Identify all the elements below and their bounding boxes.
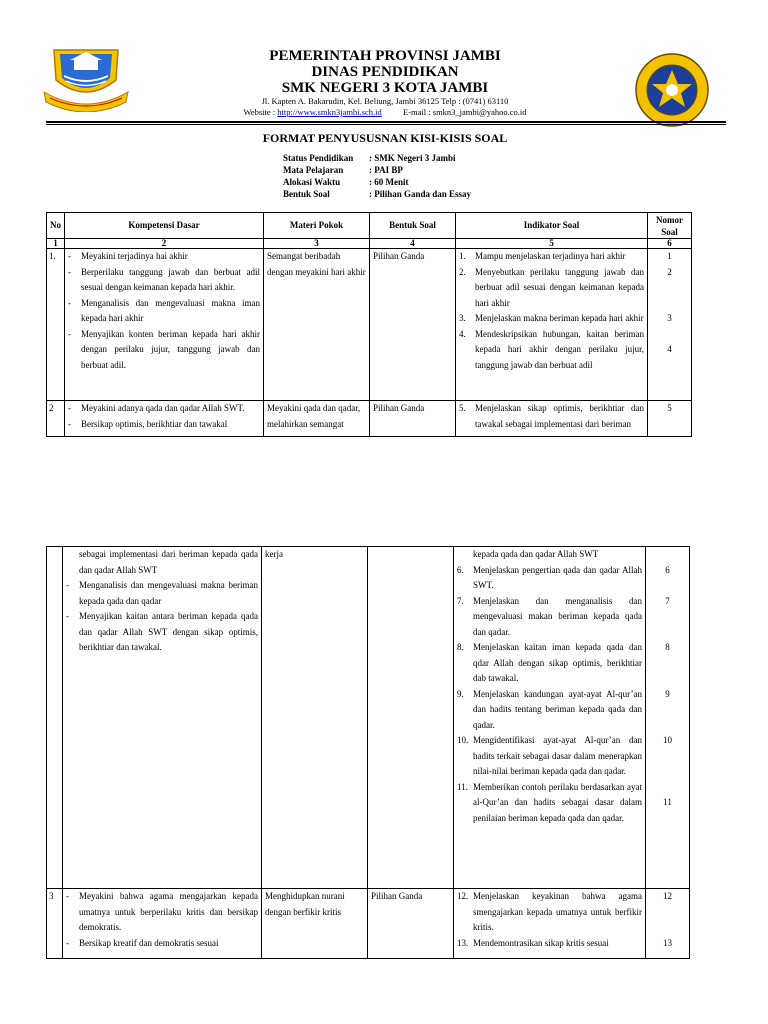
kompetensi-item: - Menyajikan konten beriman kepada hari akhir dengan perilaku jujur, tanggung jawab dan berbuat adil.: [68, 327, 260, 374]
table-row: [47, 401, 692, 437]
header-line-2: DINAS PENDIDIKAN: [311, 64, 459, 80]
indikator-number: 3.: [459, 313, 466, 323]
page-2: [0, 520, 768, 1024]
header-line-1: PEMERINTAH PROVINSI JAMBI: [269, 48, 501, 64]
kompetensi-text: Berperilaku tanggung jawab dan berbuat adil sesuai dengan keimanan kepada hari akhir.: [81, 266, 260, 292]
kompetensi-item: - Menganalisis dan mengevaluasi makna iman kepada hari akhir: [68, 296, 260, 327]
col-header-no: No: [47, 213, 65, 239]
nomor-soal: 8: [665, 642, 670, 652]
indikator-number: 2.: [459, 266, 466, 277]
kompetensi-text: Menganalisis dan mengevaluasi makna beriman kepada qada dan qadar: [79, 580, 258, 606]
indikator-item: [459, 327, 644, 374]
meta-label: Alokasi Waktu: [283, 177, 341, 187]
indikator-item: [459, 249, 644, 265]
materi-cell: Menghidupkan nurani dengan berfikir kritis: [262, 889, 368, 959]
nomor-soal: 13: [663, 937, 672, 948]
indikator-item: [459, 311, 644, 327]
meta-row: [283, 176, 471, 188]
page-gap: [0, 500, 768, 520]
row-number: 1.: [47, 249, 65, 401]
indikator-item: [457, 780, 642, 827]
indikator-item: [459, 401, 644, 432]
nomor-soal: 12: [663, 891, 672, 901]
kompetensi-text: Menganalisis dan mengevaluasi makna iman kepada hari akhir: [81, 297, 260, 323]
indikator-item: [457, 594, 642, 641]
indikator-text: Menjelaskan dan menganalisis dan mengevaluasi makan beriman kepada qada dan qadar.: [473, 595, 642, 637]
materi-cell: kerja: [262, 547, 368, 889]
col-header-nomor: Nomor Soal: [648, 213, 692, 239]
kompetensi-item: - Bersikap optimis, berikhtiar dan tawakal: [68, 417, 260, 433]
indikator-text: Menjelaskan kandungan ayat-ayat Al-qur’an dan hadits tentang beriman kepada qada dan qadar.: [473, 688, 642, 730]
kompetensi-text: Meyakini terjadinya hai akhir: [81, 251, 188, 261]
indikator-number: 7.: [457, 595, 464, 606]
indikator-number: 4.: [459, 328, 466, 339]
nomor-soal-cell: [648, 249, 692, 401]
meta-value: : 60 Menit: [369, 177, 409, 187]
nomor-soal: 2: [667, 266, 672, 277]
meta-row: [283, 152, 471, 164]
kompetensi-cell: [63, 547, 262, 889]
nomor-soal: 11: [663, 797, 672, 807]
indikator-number: 12.: [457, 891, 469, 901]
kompetensi-item: - Meyakini bahwa agama mengajarkan kepada umatnya untuk berperilaku kritis dan bersikap demokratis.: [66, 889, 258, 936]
bentuk-cell: Pilihan Ganda: [370, 401, 456, 437]
indikator-item: [457, 889, 642, 936]
kompetensi-item: - Menganalisis dan mengevaluasi makna beriman kepada qada dan qadar: [66, 578, 258, 609]
indikator-number: 9.: [457, 688, 464, 699]
indikator-number: 6.: [457, 564, 464, 575]
indikator-text: Menjelaskan makna beriman kepada hari akhir: [475, 313, 644, 323]
nomor-soal: 10: [663, 735, 672, 745]
kompetensi-item: - Meyakini terjadinya hai akhir: [68, 249, 260, 265]
col-number: 6: [648, 239, 692, 249]
school-emblem-logo: [634, 52, 710, 128]
meta-row: [283, 164, 471, 176]
nomor-soal-cell: [646, 547, 690, 889]
indikator-text: Menjelaskan kaitan iman kepada qada dan qdar Allah dengan sikap optimis, berikhtiar dab tawakal.: [473, 642, 642, 683]
kompetensi-item: - Bersikap kreatif dan demokratis sesuai: [66, 936, 258, 952]
header-contact: [150, 107, 620, 118]
bentuk-cell: Pilihan Ganda: [370, 249, 456, 401]
indikator-text: Mendemontrasikan sikap kritis sesuai: [473, 937, 609, 948]
kompetensi-text: Menyajikan konten beriman kepada hari akhir dengan perilaku jujur, tanggung jawab dan berbuat adil.: [81, 328, 260, 370]
header-line-3: SMK NEGERI 3 KOTA JAMBI: [281, 80, 489, 96]
col-number: 5: [456, 239, 648, 249]
kompetensi-item: - Menyajikan kaitan antara beriman kepada qada dan qadar Allah SWT dengan sikap optimis, berikhtiar dan tawakal.: [66, 609, 258, 656]
nomor-soal: 6: [665, 564, 670, 575]
col-header-materi: Materi Pokok: [264, 213, 370, 239]
indikator-number: 8.: [457, 642, 464, 652]
kompetensi-item: - Meyakini adanya qada dan qadar Allah SWT.: [68, 401, 260, 417]
nomor-soal-cell: [648, 401, 692, 437]
indikator-text: Menjelaskan pengertian qada dan qadar Allah SWT.: [473, 564, 642, 590]
meta-label: Status Pendidikan: [283, 153, 354, 163]
kompetensi-cell: [65, 249, 264, 401]
indikator-text: Menjelaskan sikap optimis, berikhtiar dan tawakal sebagai implementasi dari beriman: [475, 403, 644, 429]
website-label: Website :: [243, 107, 278, 117]
nomor-soal-cell: [646, 889, 690, 959]
col-header-indikator: Indikator Soal: [456, 213, 648, 239]
indikator-item: [457, 733, 642, 780]
indikator-cell: [454, 547, 646, 889]
email-text: E-mail : smkn3_jambi@yahoo.co.id: [403, 107, 527, 117]
indikator-text: Mengidentifikasi ayat-ayat Al-qur’an dan hadits terkait sebagai dasar dalam menerapkan nilai-nilai beriman kepada qada dan qadar.: [473, 735, 642, 776]
col-header-kompetensi: Kompetensi Dasar: [65, 213, 264, 239]
kompetensi-text: Meyakini adanya qada dan qadar Allah SWT.: [81, 403, 245, 413]
indikator-item: [457, 547, 642, 563]
col-header-bentuk: Bentuk Soal: [370, 213, 456, 239]
table-row: [47, 547, 690, 889]
indikator-cell: [454, 889, 646, 959]
bentuk-cell: [368, 547, 454, 889]
indikator-item: [457, 563, 642, 594]
document-meta: [283, 152, 471, 200]
indikator-cell: [456, 401, 648, 437]
kompetensi-text: Meyakini bahwa agama mengajarkan kepada umatnya untuk berperilaku kritis dan bersikap demokratis.: [79, 891, 258, 932]
column-number-row: [47, 239, 692, 249]
indikator-number: 10.: [457, 735, 469, 745]
meta-label: Mata Pelajaran: [283, 165, 344, 175]
nomor-soal: 4: [667, 343, 672, 354]
nomor-soal: 9: [665, 688, 670, 699]
meta-value: : SMK Negeri 3 Jambi: [369, 153, 456, 163]
indikator-text: Menjelaskan keyakinan bahwa agama smengajarkan kepada umatnya untuk berfikir kritis.: [473, 891, 642, 932]
meta-value: : PAI BP: [369, 165, 403, 175]
page-1: [0, 0, 768, 500]
meta-row: [283, 188, 471, 200]
indikator-text: kepada qada dan qadar Allah SWT: [473, 549, 599, 559]
materi-cell: Meyakini qada dan qadar, melahirkan semangat: [264, 401, 370, 437]
kompetensi-text: Bersikap optimis, berikhtiar dan tawakal: [81, 418, 228, 429]
province-emblem-logo: [40, 46, 132, 112]
indikator-item: [457, 687, 642, 734]
indikator-number: 5.: [459, 403, 466, 413]
indikator-item: [457, 936, 642, 952]
header-divider-thin: [46, 124, 726, 125]
indikator-number: [457, 547, 473, 563]
kompetensi-cell: [65, 401, 264, 437]
bentuk-cell: Pilihan Ganda: [368, 889, 454, 959]
kisi-kisi-table-page-1: [46, 212, 692, 437]
indikator-cell: [456, 249, 648, 401]
indikator-number: 1.: [459, 251, 466, 261]
kompetensi-text: Menyajikan kaitan antara beriman kepada qada dan qadar Allah SWT dengan sikap optimis, berikhtiar dan tawakal.: [79, 611, 258, 652]
row-number: 2: [47, 401, 65, 437]
meta-value: : Pilihan Ganda dan Essay: [369, 189, 472, 199]
row-number: [47, 547, 63, 889]
table-header-row: [47, 213, 692, 239]
indikator-text: Menyebutkan perilaku tanggung jawab dan berbuat adil sesuai dengan keimanan kepada hari akhir: [475, 266, 644, 308]
kompetensi-item: [66, 547, 258, 578]
indikator-number: 11.: [457, 781, 468, 792]
indikator-item: [457, 640, 642, 687]
table-row: [47, 249, 692, 401]
indikator-text: Memberikan contoh perilaku berdasarkan ayat al-Qur’an dan hadits sebagai dasar dalam penilaian beriman kepada qada dan qadar.: [473, 781, 642, 823]
indikator-text: Mendeskripsikan hubungan, kaitan beriman kepada hari akhir dengan perilaku jujur, tanggung jawab dan berbuat adil: [475, 328, 644, 370]
kompetensi-text: sebagai implementasi dari beriman kepada qada dan qadar Allah SWT: [79, 549, 258, 575]
website-link[interactable]: http://www.smkn3jambi.sch.id: [277, 107, 382, 117]
nomor-soal: 3: [667, 313, 672, 323]
table-row: [47, 889, 690, 959]
indikator-number: 13.: [457, 937, 469, 948]
kompetensi-item: - Berperilaku tanggung jawab dan berbuat adil sesuai dengan keimanan kepada hari akhir.: [68, 265, 260, 296]
header-address: Jl. Kapten A. Bakarudin, Kel. Beliung, Jambi 36125 Telp : (0741) 63110: [261, 96, 509, 106]
row-number: 3: [47, 889, 63, 959]
col-number: 1: [47, 239, 65, 249]
meta-label: Bentuk Soal: [283, 189, 330, 199]
col-number: 4: [370, 239, 456, 249]
col-number: 2: [65, 239, 264, 249]
kompetensi-cell: [63, 889, 262, 959]
header-divider-thick: [46, 121, 726, 123]
kisi-kisi-table-page-2: [46, 546, 690, 959]
nomor-soal: 7: [665, 595, 670, 606]
document-title: FORMAT PENYUSUSNAN KISI-KISIS SOAL: [262, 131, 508, 145]
nomor-soal: 1: [667, 251, 672, 261]
materi-cell: Semangat beribadah dengan meyakini hari akhir: [264, 249, 370, 401]
col-number: 3: [264, 239, 370, 249]
indikator-text: Mampu menjelaskan terjadinya hari akhir: [475, 251, 626, 261]
nomor-soal: 5: [667, 403, 672, 413]
kompetensi-text: Bersikap kreatif dan demokratis sesuai: [79, 937, 219, 948]
indikator-item: [459, 265, 644, 312]
